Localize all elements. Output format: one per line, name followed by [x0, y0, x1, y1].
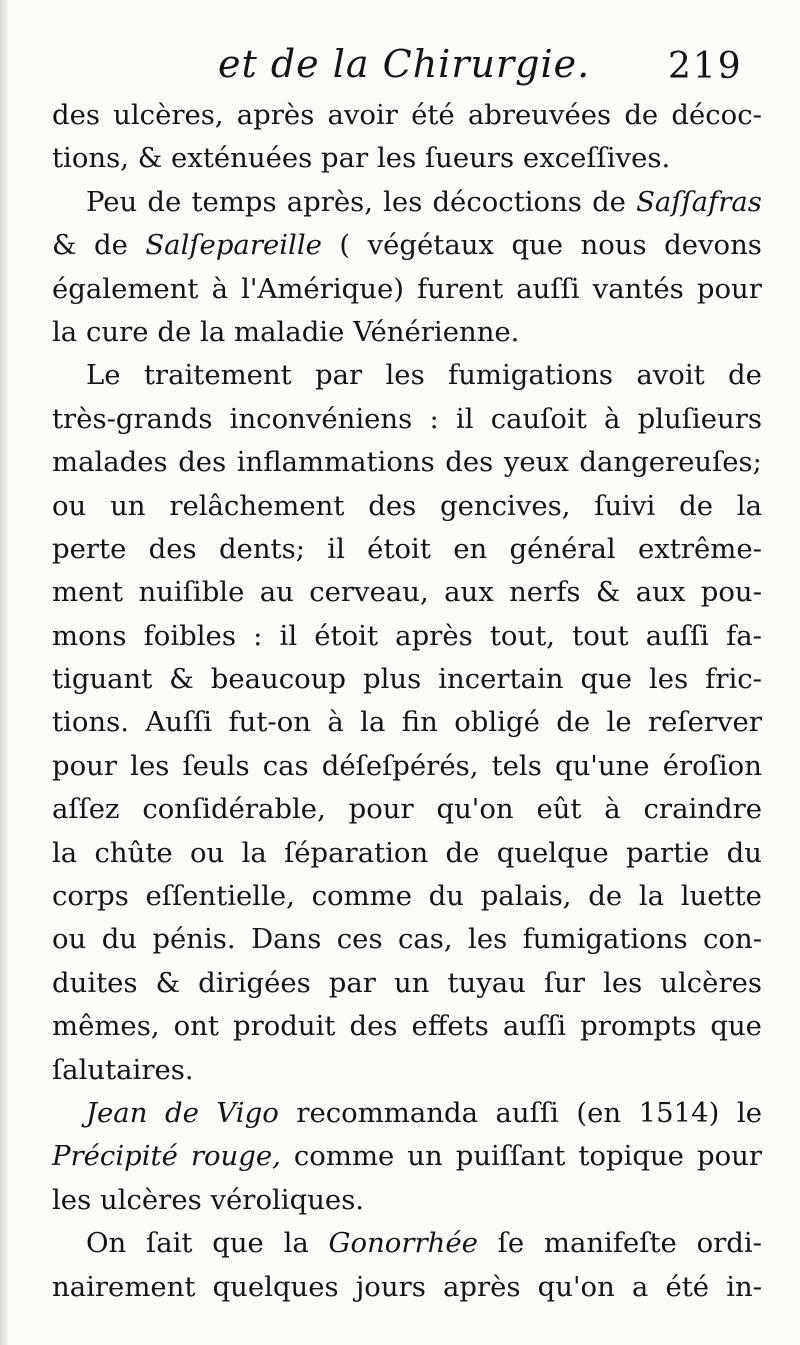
body-text — [52, 94, 762, 1309]
text-line: la chûte ou la ſéparation de quelque partie du — [52, 836, 762, 869]
text-line: tions. Auſſi fut-on à la fin obligé de le reſerver — [52, 706, 762, 739]
text-line: duites & dirigées par un tuyau ſur les ulcères — [52, 966, 762, 999]
running-title: et de la Chirurgie. — [218, 42, 591, 86]
text-line: Peu de temps après, les décoctions de Saſſafras — [86, 185, 762, 218]
text-line: corps eſſentielle, comme du palais, de la luette — [52, 880, 762, 913]
page-edge-shadow — [0, 0, 8, 1345]
text-line: tions, & exténuées par les ſueurs exceſſives. — [52, 142, 671, 175]
text-line: mons foibles : il étoit après tout, tout auſſi fa- — [52, 619, 762, 652]
text-line: Jean de Vigo recommanda auſſi (en 1514) le — [86, 1096, 762, 1129]
text-line: des ulcères, après avoir été abreuvées de décoc- — [52, 99, 762, 131]
text-line: également à l'Amérique) furent auſſi vantés pour — [52, 272, 762, 305]
text-line: ment nuiſible au cerveau, aux nerfs & aux pou- — [52, 576, 762, 609]
text-line: Précipité rouge, comme un puiſſant topique pour — [52, 1140, 762, 1173]
text-line: perte des dents; il étoit en général extrême- — [52, 532, 762, 565]
text-line: nairement quelques jours après qu'on a été in- — [52, 1270, 762, 1303]
text-line: mêmes, ont produit des effets auſſi prompts que — [52, 1010, 762, 1043]
text-line: tiguant & beaucoup plus incertain que les fric- — [52, 663, 762, 696]
text-line: Le traitement par les fumigations avoit de — [86, 359, 762, 392]
text-line: la cure de la maladie Vénérienne. — [52, 315, 520, 348]
page-number: 219 — [668, 46, 743, 87]
text-line: ſalutaires. — [52, 1053, 194, 1086]
text-line: On ſait que la Gonorrhée ſe manifeſte ordi- — [86, 1227, 762, 1260]
text-line: & de Salſepareille ( végétaux que nous devons — [52, 229, 762, 262]
text-line: ou un relâchement des gencives, ſuivi de la — [52, 489, 762, 522]
text-line: ou du pénis. Dans ces cas, les fumigations con- — [52, 923, 762, 956]
page-header — [0, 42, 800, 102]
text-line: pour les ſeuls cas déſeſpérés, tels qu'une éroſion — [52, 749, 762, 782]
text-line: malades des inflammations des yeux dangereuſes; — [52, 446, 762, 479]
text-line: très-grands inconvéniens : il cauſoit à pluſieurs — [52, 402, 762, 435]
text-line: aſſez conſidérable, pour qu'on eût à craindre — [52, 793, 762, 826]
text-line: les ulcères véroliques. — [52, 1183, 365, 1216]
